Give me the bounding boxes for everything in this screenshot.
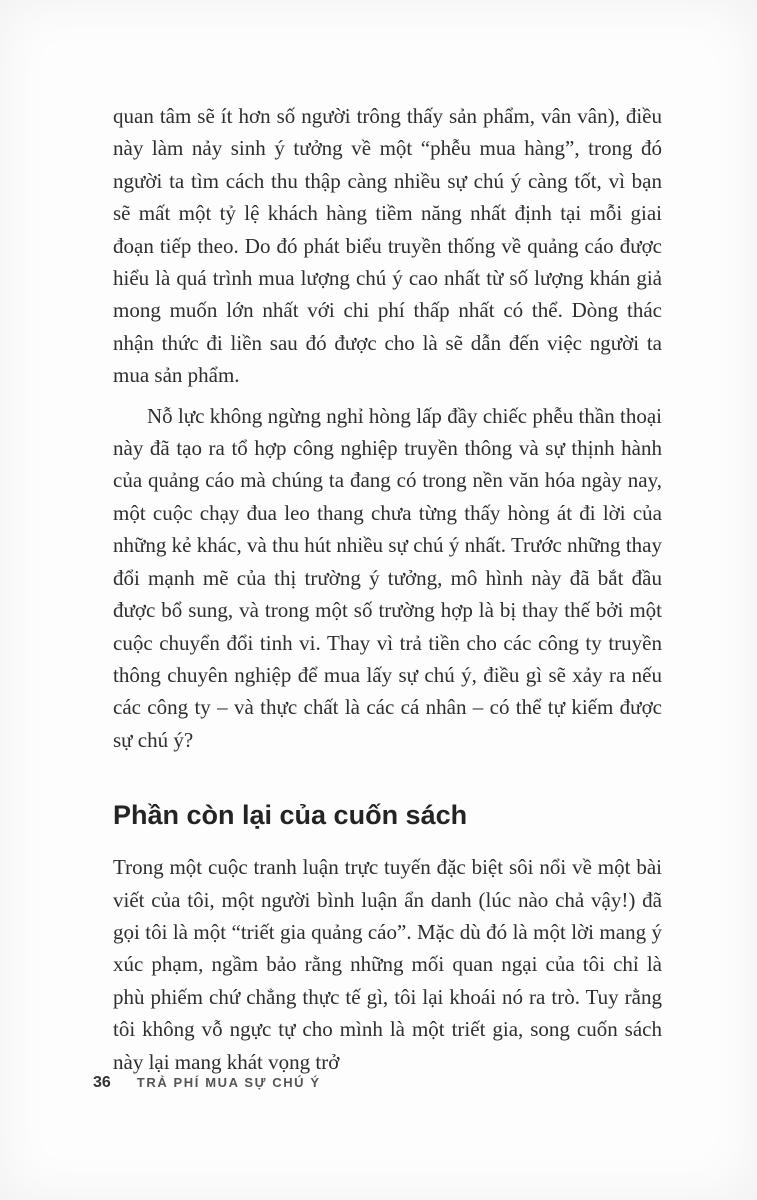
- paragraph: Nỗ lực không ngừng nghỉ hòng lấp đầy chiếc phễu thần thoại này đã tạo ra tổ hợp công nghiệp truyền thông và sự thịnh hành của quảng cáo mà chúng ta đang có trong nền văn hóa ngày nay, một cuộc chạy đua leo thang chưa từng thấy hòng át đi lời của những kẻ khác, và thu hút nhiều sự chú ý nhất. Trước những thay đổi mạnh mẽ của thị trường ý tưởng, mô hình này đã bắt đầu được bổ sung, và trong một số trường hợp là bị thay thế bởi một cuộc chuyển đổi tinh vi. Thay vì trả tiền cho các công ty truyền thông chuyên nghiệp để mua lấy sự chú ý, điều gì sẽ xảy ra nếu các công ty – và thực chất là các cá nhân – có thể tự kiếm được sự chú ý?: [113, 403, 662, 752]
- page-body: [113, 100, 662, 1078]
- paragraph-continued: quan tâm sẽ ít hơn số người trông thấy sản phẩm, vân vân), điều này làm nảy sinh ý tưởng về một “phễu mua hàng”, trong đó người ta tìm cách thu thập càng nhiều sự chú ý càng tốt, vì bạn sẽ mất một tỷ lệ khách hàng tiềm năng nhất định tại mỗi giai đoạn tiếp theo. Do đó phát biểu truyền thống về quảng cáo được hiểu là quá trình mua lượng chú ý cao nhất từ số lượng khán giả mong muốn lớn nhất với chi phí thấp nhất có thể. Dòng thác nhận thức đi liền sau đó được cho là sẽ dẫn đến việc người ta mua sản phẩm.: [113, 104, 662, 388]
- section-heading: Phần còn lại của cuốn sách: [113, 800, 468, 831]
- paragraph: Trong một cuộc tranh luận trực tuyến đặc biệt sôi nổi về một bài viết của tôi, một người bình luận ẩn danh (lúc nào chả vậy!) đã gọi tôi là một “triết gia quảng cáo”. Mặc dù đó là một lời mang ý xúc phạm, ngầm bảo rằng những mối quan ngại của tôi chỉ là phù phiếm chứ chẳng thực tế gì, tôi lại khoái nó ra trò. Tuy rằng tôi không vỗ ngực tự cho mình là một triết gia, song cuốn sách này lại mang khát vọng trở: [113, 855, 662, 1074]
- page-number: 36: [93, 1074, 111, 1091]
- page-footer: [93, 1074, 321, 1092]
- running-title: TRẢ PHÍ MUA SỰ CHÚ Ý: [136, 1075, 321, 1090]
